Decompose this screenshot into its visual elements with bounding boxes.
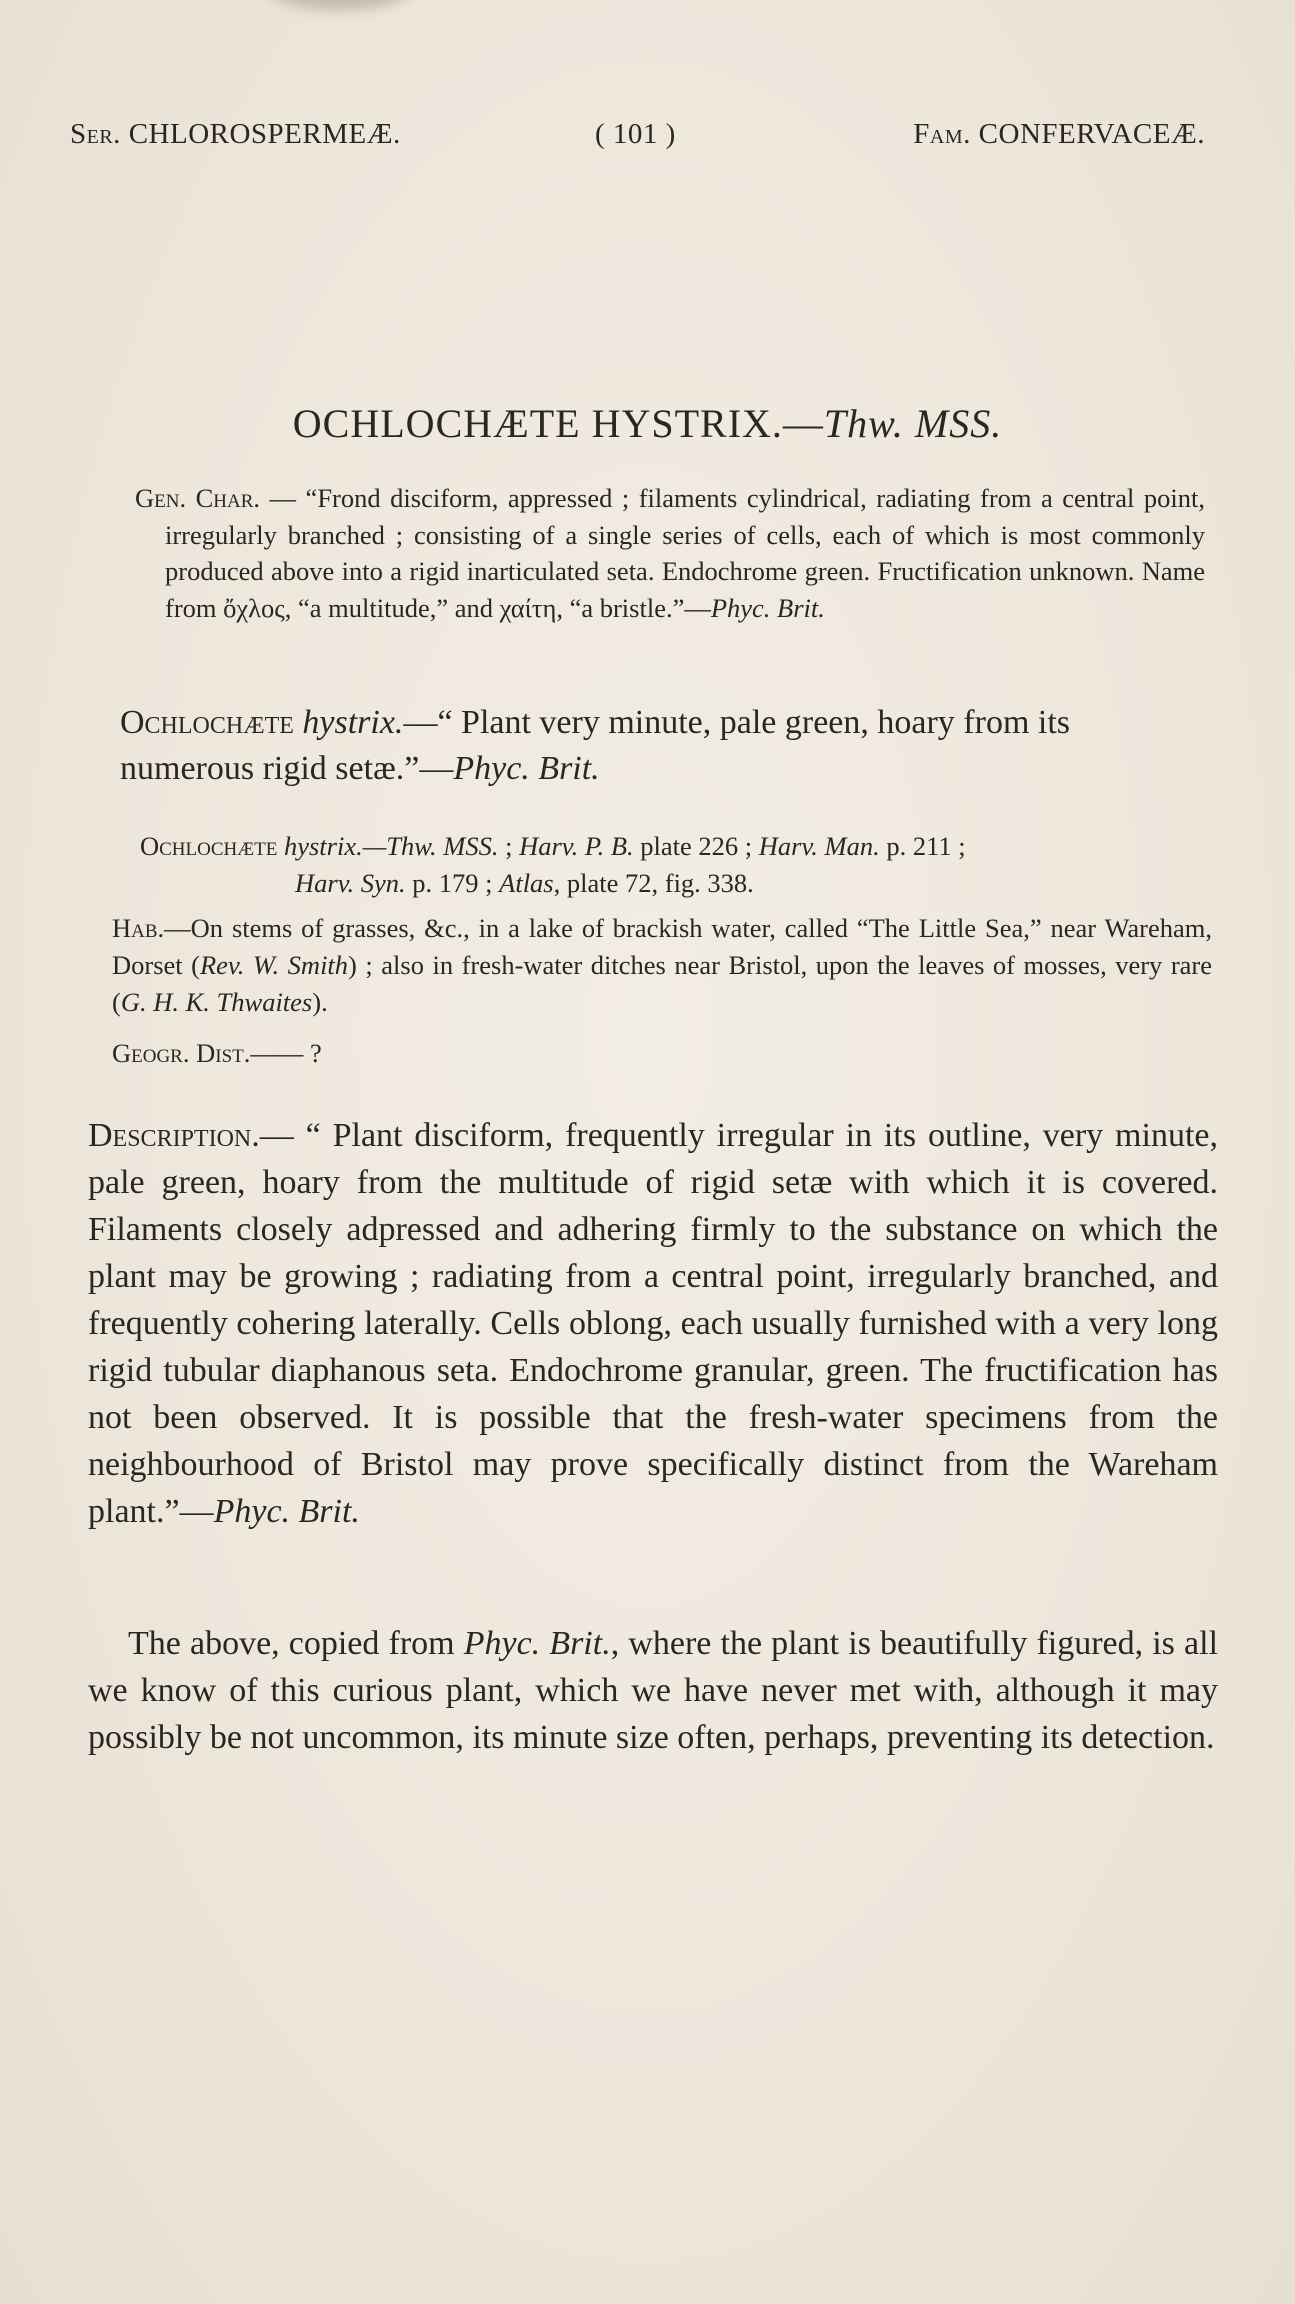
title-dash: — bbox=[782, 401, 824, 446]
references bbox=[140, 828, 1210, 902]
ink-blot bbox=[270, 0, 410, 10]
references-line-2 bbox=[140, 865, 1210, 902]
ref-5: Atlas bbox=[499, 868, 554, 898]
geogr-text: —— ? bbox=[250, 1038, 322, 1068]
ref-3: Harv. Man. bbox=[758, 831, 880, 861]
ref-sep-1: ; bbox=[498, 831, 520, 861]
title-authority: Thw. MSS. bbox=[823, 401, 1003, 446]
commentary-source: Phyc. Brit. bbox=[463, 1625, 611, 1662]
series-name: CHLOROSPERMEÆ. bbox=[128, 118, 401, 150]
description bbox=[88, 1112, 1218, 1535]
commentary bbox=[88, 1620, 1218, 1761]
running-head-left bbox=[70, 118, 401, 151]
hab-collector-2: G. H. K. Thwaites bbox=[120, 987, 313, 1017]
hab-collector-1: Rev. W. Smith bbox=[200, 950, 349, 980]
species-intro bbox=[120, 700, 1190, 792]
geogr-label: Geogr. Dist. bbox=[112, 1038, 251, 1068]
commentary-text-1: The above, copied from bbox=[128, 1625, 464, 1662]
family-name: CONFERVACEÆ. bbox=[978, 118, 1205, 150]
running-head bbox=[70, 118, 1205, 158]
desc-text: — “ Plant disciform, frequently irregular in its outline, very minute, pale green, hoary from the multitude of rigid setæ with which it is covered. Filaments closely adpressed and adhering firmly to the substance on which the plant may be growing ; radiating from a central point, irregularly branched, and frequently cohering laterally. Cells oblong, each usually furnished with a very long rigid tubular diaphanous seta. Endochrome granular, green. The fructification has not been observed. It is possible that the fresh-water specimens from the neighbourhood of Bristol may prove specifically distinct from the Wareham plant.”— bbox=[88, 1117, 1218, 1530]
ref-2: Harv. P. B. bbox=[519, 831, 634, 861]
ref-1: hystrix.—Thw. MSS. bbox=[283, 831, 499, 861]
title-main: OCHLOCHÆTE HYSTRIX. bbox=[292, 401, 783, 446]
intro-genus: Ochlochæte bbox=[120, 704, 294, 741]
ref-3-tail: p. 211 ; bbox=[879, 831, 966, 861]
geographic-distribution bbox=[112, 1035, 712, 1072]
species-title bbox=[0, 400, 1295, 447]
intro-source: Phyc. Brit. bbox=[453, 750, 600, 787]
desc-label: Description. bbox=[88, 1117, 260, 1154]
series-prefix: Ser. bbox=[70, 118, 121, 150]
gen-char-source: Phyc. Brit. bbox=[710, 592, 825, 623]
desc-source: Phyc. Brit. bbox=[213, 1493, 360, 1530]
gen-char-label: Gen. Char. bbox=[135, 483, 261, 513]
hab-text-1: —On stems of grasses, &c., in a lake of brackish water, called “The Little Sea,” near Wareham, Dorset ( bbox=[112, 913, 1212, 980]
page-number: ( 101 ) bbox=[595, 118, 676, 150]
ref-5-tail: , plate 72, fig. 338. bbox=[553, 868, 754, 898]
ref-4: Harv. Syn. bbox=[295, 868, 406, 898]
ref-4-tail: p. 179 ; bbox=[405, 868, 500, 898]
habitat bbox=[112, 910, 1212, 1021]
commentary-text-2: , where the plant is beautifully figured, is all we know of this curious plant, which we have never met with, although it may possibly be not uncommon, its minute size often, perhaps, preventing its detection. bbox=[88, 1625, 1219, 1756]
generic-character bbox=[95, 480, 1205, 626]
intro-species: hystrix. bbox=[302, 704, 404, 741]
running-head-right bbox=[913, 118, 1205, 151]
gen-char-text: — “Frond disciform, appressed ; filaments cylindrical, radiating from a central point, irregularly branched ; consisting of a single series of cells, each of which is most commonly produced above into a rigid inarticulated seta. Endochrome green. Fructification unknown. Name from ὄχλος, “a multitude,” and χαίτη, “a bristle.”— bbox=[165, 483, 1205, 623]
family-prefix: Fam. bbox=[913, 118, 971, 150]
intro-text: —“ Plant very minute, pale green, hoary from its numerous rigid setæ.”— bbox=[120, 704, 1071, 787]
hab-text-2: ) ; also in fresh-water ditches near Bristol, upon the leaves of mosses, very rare ( bbox=[112, 950, 1212, 1017]
ref-2-tail: plate 226 ; bbox=[633, 831, 759, 861]
ref-genus: Ochlochæte bbox=[140, 831, 278, 861]
hab-label: Hab. bbox=[112, 913, 165, 943]
hab-text-3: ). bbox=[312, 987, 328, 1017]
